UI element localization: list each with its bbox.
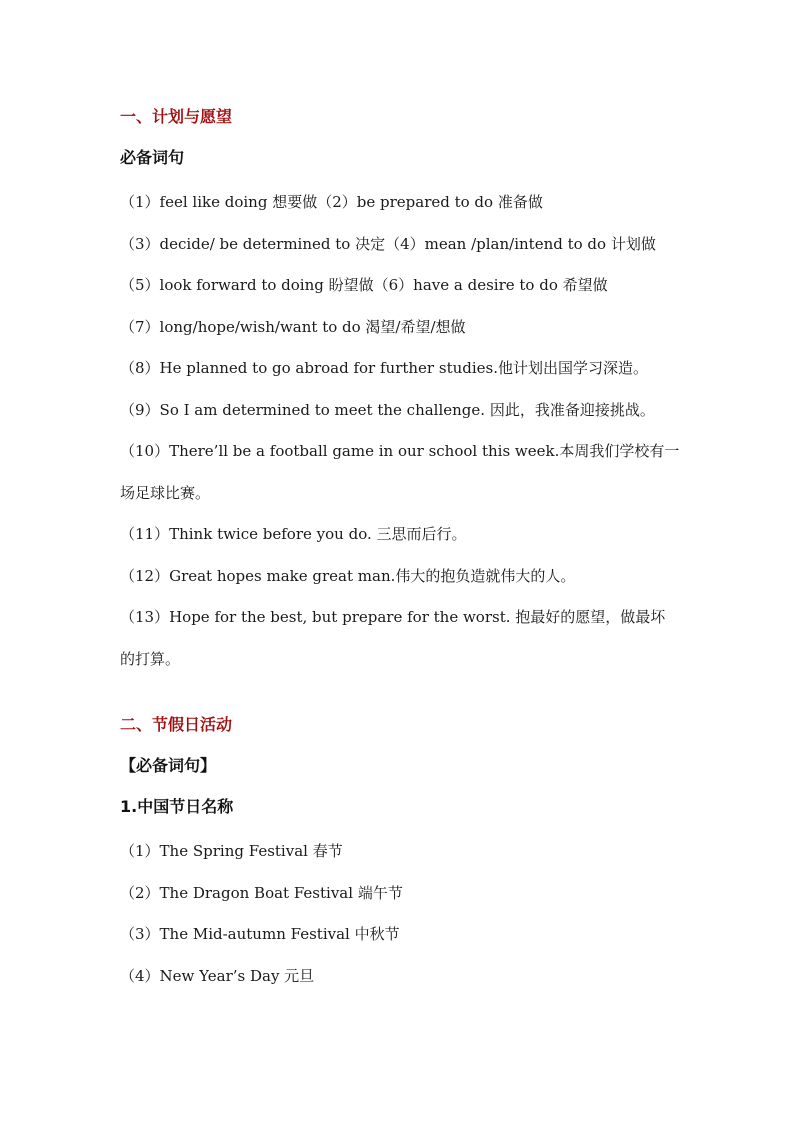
- example-sentence: （10）There’ll be a football game in our school this week.本周我们学校有一场足球比赛。: [120, 442, 680, 502]
- festival-item: （3）The Mid-autumn Festival 中秋节: [120, 925, 400, 943]
- section-spacer: [120, 680, 680, 708]
- example-sentence: （9）So I am determined to meet the challenge. 因此，我准备迎接挑战。: [120, 400, 655, 419]
- document-page: [120, 100, 680, 997]
- example-sentence: （11）Think twice before you do. 三思而后行。: [120, 525, 467, 543]
- section-subheading-key-phrases: 必备词句: [120, 148, 185, 167]
- section-subheading-key-phrases: 【必备词句】: [120, 756, 217, 775]
- example-sentence: （12）Great hopes make great man.伟大的抱负造就伟大的人。: [120, 566, 576, 585]
- subsection-title-chinese-festivals: 1.中国节日名称: [120, 797, 234, 816]
- phrase-line: （3）decide/ be determined to 决定（4）mean /plan/intend to do 计划做: [120, 234, 656, 253]
- festival-item: （2）The Dragon Boat Festival 端午节: [120, 883, 403, 902]
- section-heading-holiday-activities: 二、节假日活动: [120, 715, 233, 734]
- example-sentence: （13）Hope for the best, but prepare for the worst. 抱最好的愿望，做最坏的打算。: [120, 608, 666, 668]
- festival-item: （1）The Spring Festival 春节: [120, 842, 343, 860]
- section-heading-plans-wishes: 一、计划与愿望: [120, 107, 233, 126]
- phrase-line: （1）feel like doing 想要做（2）be prepared to do 准备做: [120, 193, 543, 211]
- phrase-line: （5）look forward to doing 盼望做（6）have a desire to do 希望做: [120, 276, 608, 294]
- phrase-line: （7）long/hope/wish/want to do 渴望/希望/想做: [120, 317, 466, 336]
- example-sentence: （8）He planned to go abroad for further studies.他计划出国学习深造。: [120, 359, 649, 377]
- festival-item: （4）New Year’s Day 元旦: [120, 966, 315, 985]
